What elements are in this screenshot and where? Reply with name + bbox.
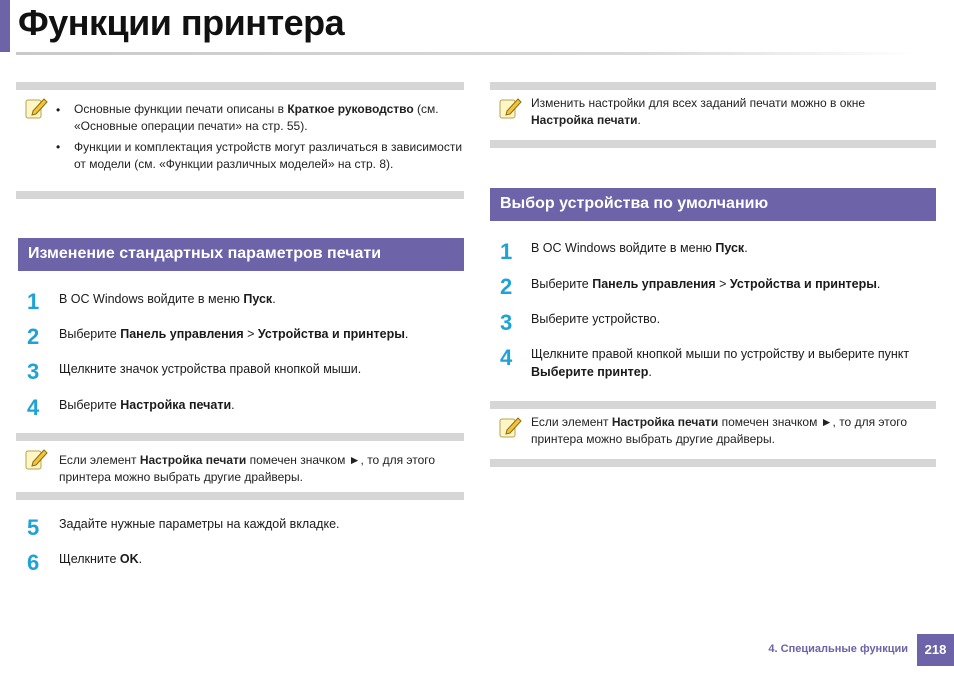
step-number: 4 [500, 345, 513, 370]
note-box-drivers [490, 401, 936, 467]
step-text: Выберите Панель управления > Устройства и принтеры. [531, 277, 881, 291]
step-text: Выберите устройство. [531, 312, 661, 326]
step-number: 2 [27, 324, 40, 349]
step-text: Щелкните правой кнопкой мыши по устройству и выберите пункт Выберите принтер. [531, 347, 910, 379]
note-box-drivers [16, 433, 464, 500]
note-text: Если элемент Настройка печати помечен значком ►, то для этого принтера можно выбрать другие драйверы. [531, 415, 908, 446]
title-accent-bar [0, 0, 10, 52]
step-text: Задайте нужные параметры на каждой вкладке. [59, 517, 340, 531]
note-text: Изменить настройки для всех заданий печати можно в окне Настройка печати. [531, 96, 865, 127]
step-text: Щелкните OK. [59, 552, 143, 566]
note-pencil-icon [24, 447, 48, 471]
note-bullet-1: Основные функции печати описаны в Краткое руководство (см. «Основные операции печати» на стр. 55). [74, 102, 439, 133]
step-text: Выберите Панель управления > Устройства и принтеры. [59, 327, 409, 341]
section-title-default-device: Выбор устройства по умолчанию [490, 188, 936, 221]
note-pencil-icon [498, 96, 522, 120]
step-number: 4 [27, 395, 40, 420]
note-text: Если элемент Настройка печати помечен значком ►, то для этого принтера можно выбрать другие драйверы. [59, 453, 436, 484]
step-number: 6 [27, 550, 40, 575]
step-text: Щелкните значок устройства правой кнопкой мыши. [59, 362, 362, 376]
step-number: 2 [500, 274, 513, 299]
section-title-default-print-settings: Изменение стандартных параметров печати [18, 238, 464, 271]
note-pencil-icon [24, 96, 48, 120]
note-pencil-icon [498, 415, 522, 439]
step-number: 1 [500, 239, 513, 264]
step-number: 1 [27, 289, 40, 314]
footer-chapter-label: 4. Специальные функции [768, 643, 908, 655]
step-text: Выберите Настройка печати. [59, 398, 235, 412]
page-number: 218 [917, 634, 954, 666]
title-divider [16, 52, 916, 55]
bullet-marker: • [56, 103, 61, 117]
note-box-features [16, 82, 464, 199]
step-number: 5 [27, 515, 40, 540]
note-box-all-jobs [490, 82, 936, 148]
step-number: 3 [500, 310, 513, 335]
note-bullet-2: Функции и комплектация устройств могут различаться в зависимости от модели (см. «Функции различных моделей» на стр. 8). [74, 140, 463, 171]
step-text: В ОС Windows войдите в меню Пуск. [59, 292, 276, 306]
step-number: 3 [27, 359, 40, 384]
step-text: В ОС Windows войдите в меню Пуск. [531, 241, 748, 255]
bullet-marker: • [56, 140, 61, 154]
page-title: Функции принтера [18, 2, 345, 43]
